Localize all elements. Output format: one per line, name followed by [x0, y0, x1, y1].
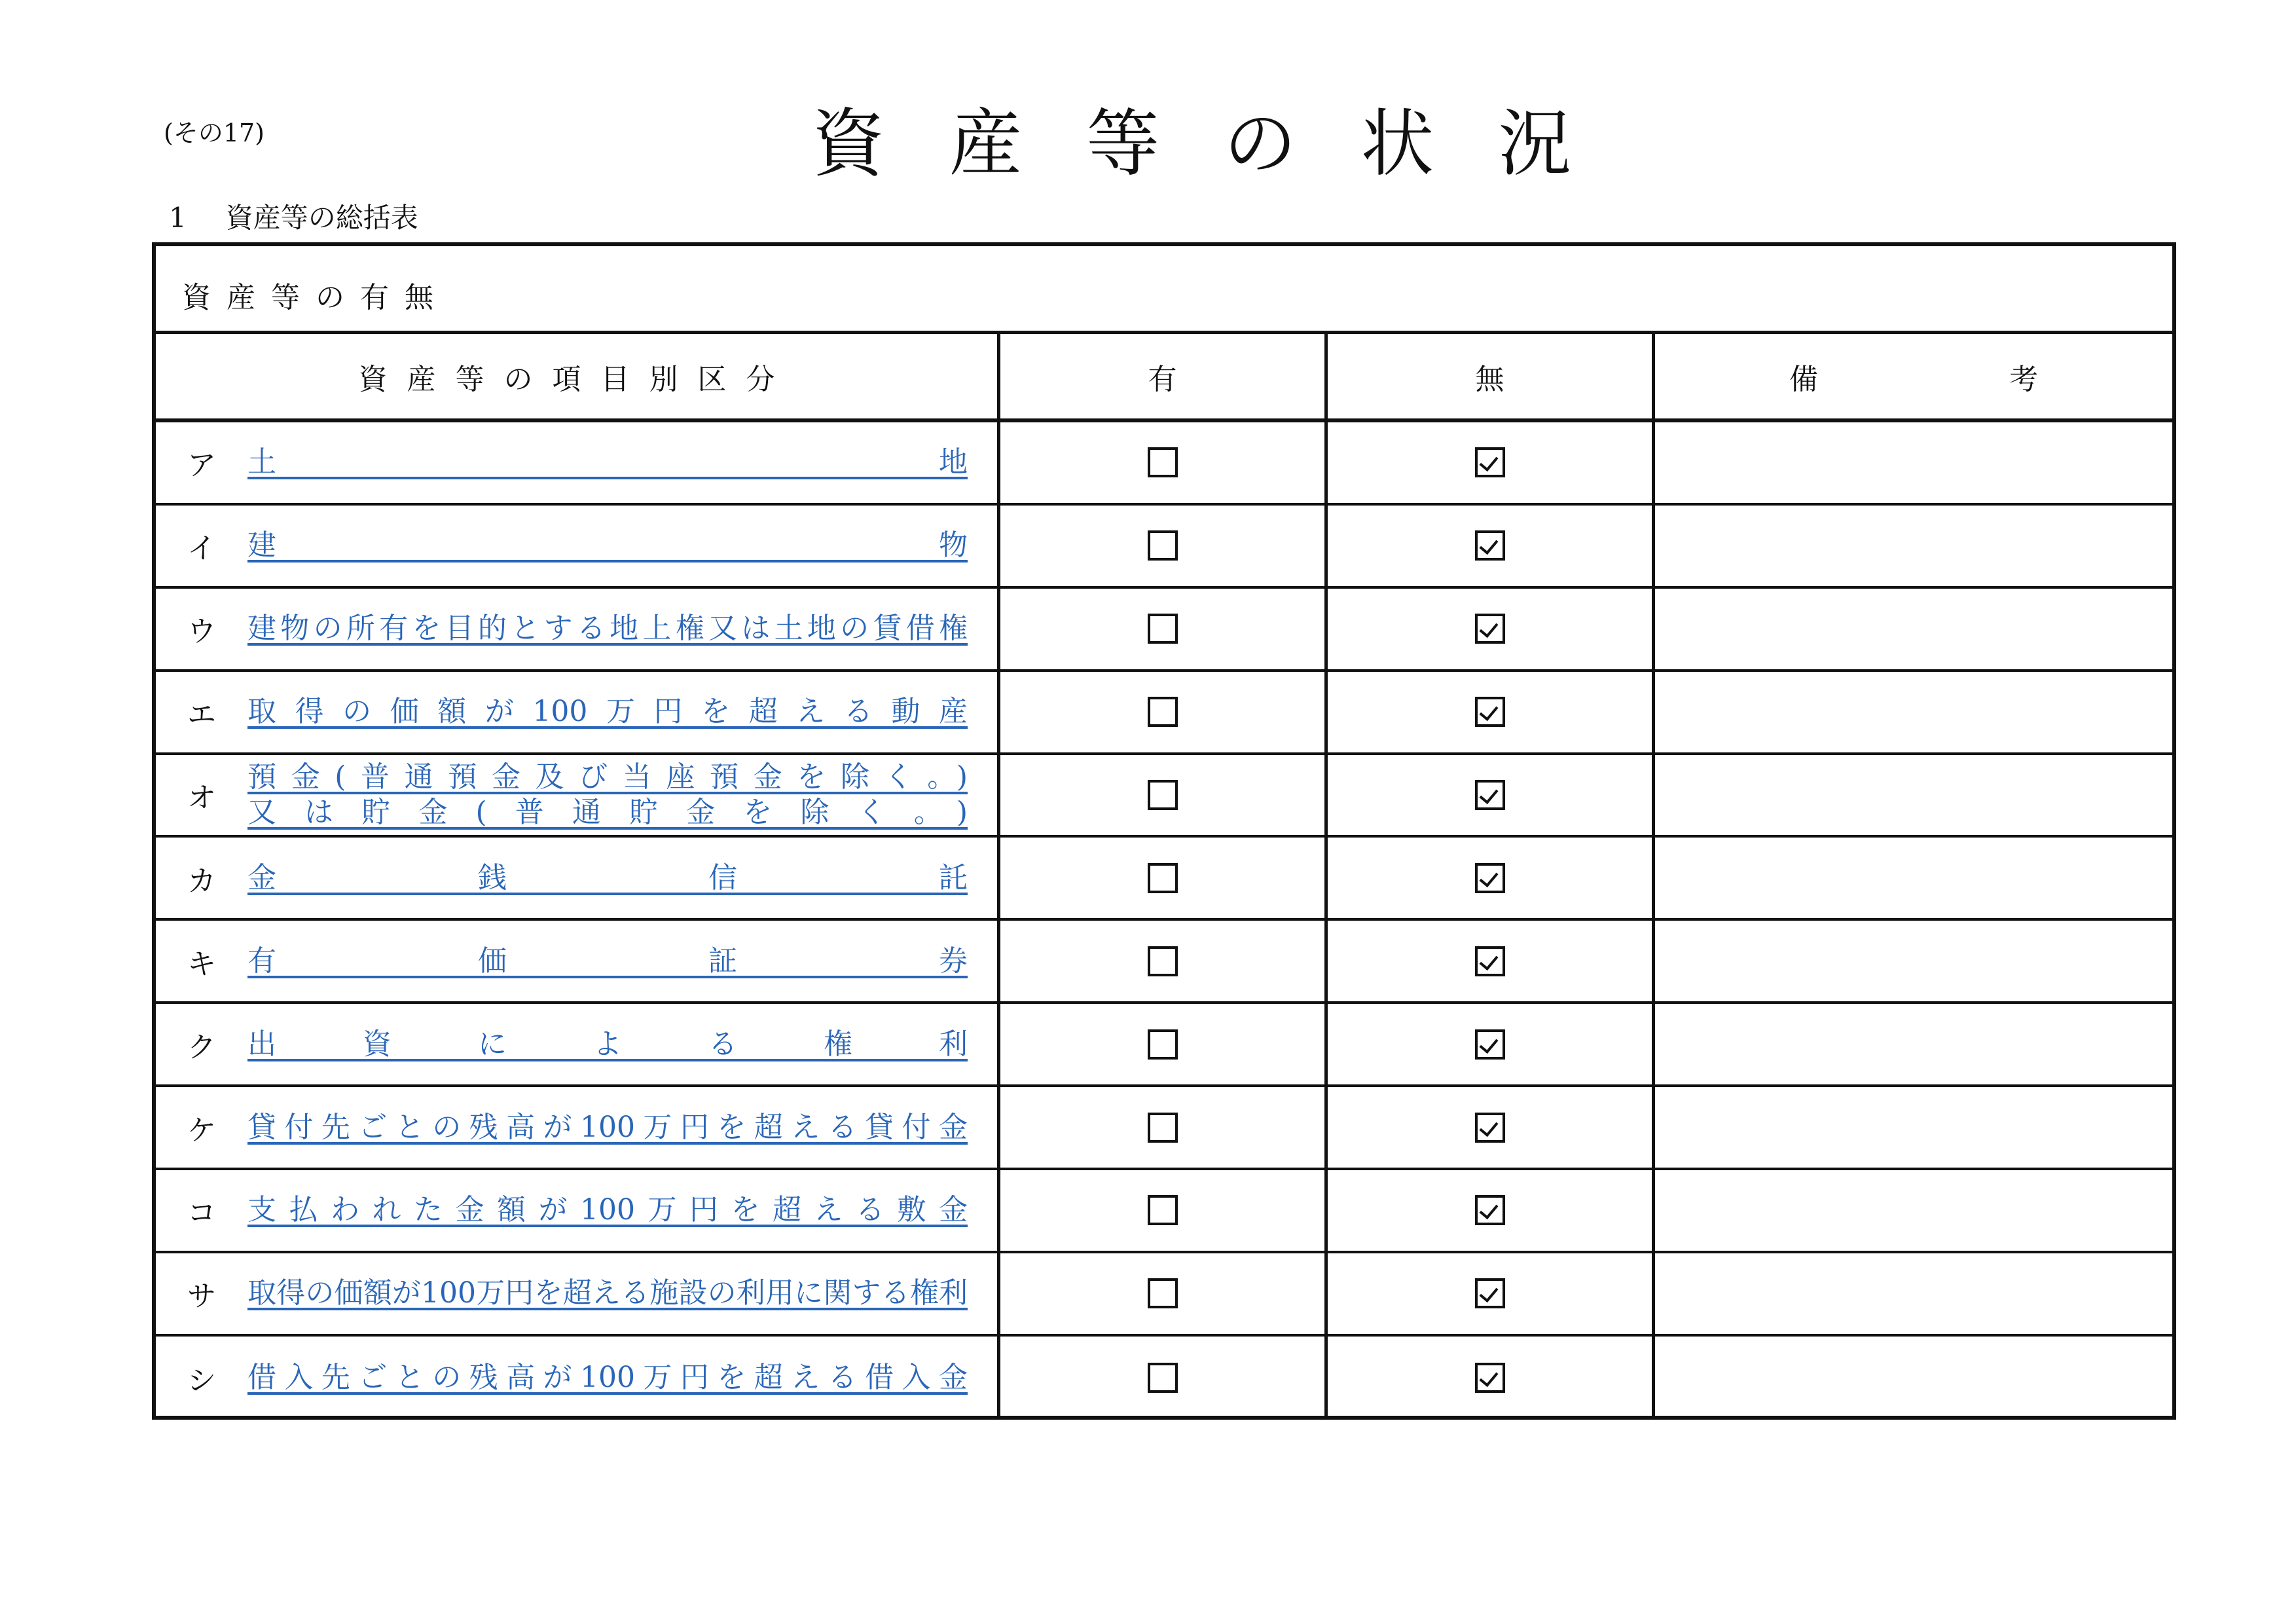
- remarks-cell[interactable]: [1655, 1337, 2172, 1420]
- page-number-label: (その17): [164, 119, 265, 147]
- no-cell: [1328, 1087, 1655, 1168]
- checked-checkbox-no[interactable]: [1475, 780, 1505, 810]
- table-row: [156, 1337, 2172, 1420]
- item-cell: [156, 1004, 1000, 1084]
- item-cell: [156, 755, 1000, 836]
- unchecked-checkbox-yes[interactable]: [1148, 1363, 1178, 1393]
- checked-checkbox-no[interactable]: [1475, 1363, 1505, 1393]
- remarks-cell[interactable]: [1655, 589, 2172, 669]
- item-label[interactable]: 金銭信託: [247, 860, 968, 895]
- table-row: [156, 1087, 2172, 1170]
- yes-cell: [1000, 838, 1328, 918]
- item-label[interactable]: 預金(普通預金及び当座預金を除く。): [247, 760, 968, 794]
- unchecked-checkbox-yes[interactable]: [1148, 780, 1178, 810]
- page-title: [812, 85, 1571, 191]
- item-label[interactable]: 貸付先ごとの残高が100万円を超える貸付金: [247, 1110, 968, 1144]
- no-cell: [1328, 506, 1655, 586]
- item-label[interactable]: 借入先ごとの残高が100万円を超える借入金: [247, 1361, 968, 1395]
- yes-cell: [1000, 672, 1328, 752]
- no-cell: [1328, 672, 1655, 752]
- yes-cell: [1000, 506, 1328, 586]
- title-char: 産: [949, 101, 1023, 187]
- remarks-cell[interactable]: [1655, 1004, 2172, 1084]
- item-letter: イ: [187, 532, 216, 566]
- item-letter: ケ: [187, 1113, 216, 1147]
- checked-checkbox-no[interactable]: [1475, 1195, 1505, 1225]
- checked-checkbox-no[interactable]: [1475, 1113, 1505, 1143]
- column-header-no: 無: [1328, 334, 1655, 418]
- remarks-cell[interactable]: [1655, 1087, 2172, 1168]
- item-letter: ク: [187, 1030, 216, 1064]
- checked-checkbox-no[interactable]: [1475, 530, 1505, 561]
- item-cell: [156, 1253, 1000, 1334]
- asset-summary-table: [152, 242, 2176, 1420]
- item-letter: エ: [187, 698, 216, 732]
- item-label[interactable]: 取得の価額が100万円を超える施設の利用に関する権利: [247, 1276, 968, 1310]
- unchecked-checkbox-yes[interactable]: [1148, 1195, 1178, 1225]
- item-cell: [156, 589, 1000, 669]
- checked-checkbox-no[interactable]: [1475, 1029, 1505, 1060]
- checked-checkbox-no[interactable]: [1475, 447, 1505, 477]
- unchecked-checkbox-yes[interactable]: [1148, 614, 1178, 644]
- item-label-group: [247, 1192, 968, 1228]
- remarks-cell[interactable]: [1655, 921, 2172, 1001]
- item-label-group: [247, 1026, 968, 1063]
- no-cell: [1328, 1337, 1655, 1420]
- yes-cell: [1000, 1170, 1328, 1251]
- remarks-cell[interactable]: [1655, 672, 2172, 752]
- table-row: [156, 1170, 2172, 1253]
- table-head-text: 資産等の有無: [182, 281, 449, 314]
- item-letter: コ: [187, 1196, 216, 1230]
- checked-checkbox-no[interactable]: [1475, 863, 1505, 893]
- item-label-group: [247, 527, 968, 564]
- unchecked-checkbox-yes[interactable]: [1148, 1113, 1178, 1143]
- item-label-group: [247, 860, 968, 896]
- remarks-char: 備: [1789, 362, 1818, 396]
- item-letter: シ: [187, 1364, 216, 1398]
- item-label-group: [247, 943, 968, 980]
- item-label[interactable]: 有価証券: [247, 944, 968, 978]
- item-label-group: [247, 610, 968, 647]
- no-cell: [1328, 422, 1655, 503]
- item-label[interactable]: 土地: [247, 445, 968, 479]
- item-letter: ウ: [187, 615, 216, 649]
- unchecked-checkbox-yes[interactable]: [1148, 697, 1178, 727]
- checked-checkbox-no[interactable]: [1475, 614, 1505, 644]
- column-header-yes: 有: [1000, 334, 1328, 418]
- column-header-row: [156, 334, 2172, 422]
- unchecked-checkbox-yes[interactable]: [1148, 1278, 1178, 1308]
- checked-checkbox-no[interactable]: [1475, 697, 1505, 727]
- item-cell: [156, 1170, 1000, 1251]
- item-letter: キ: [187, 947, 216, 981]
- table-row: [156, 921, 2172, 1004]
- item-label-group: [247, 1359, 968, 1396]
- remarks-cell[interactable]: [1655, 1253, 2172, 1334]
- remarks-cell[interactable]: [1655, 755, 2172, 836]
- item-label[interactable]: 支払われた金額が100万円を超える敷金: [247, 1193, 968, 1227]
- item-cell: [156, 1087, 1000, 1168]
- yes-cell: [1000, 1087, 1328, 1168]
- unchecked-checkbox-yes[interactable]: [1148, 946, 1178, 976]
- yes-cell: [1000, 1253, 1328, 1334]
- item-letter: カ: [187, 864, 216, 898]
- remarks-cell[interactable]: [1655, 506, 2172, 586]
- item-label-group: [247, 1109, 968, 1146]
- section-heading: [169, 196, 418, 236]
- table-row: [156, 589, 2172, 672]
- item-cell: [156, 506, 1000, 586]
- yes-cell: [1000, 422, 1328, 503]
- title-char: 等: [1086, 101, 1160, 187]
- table-body: [156, 422, 2172, 1416]
- no-cell: [1328, 1004, 1655, 1084]
- table-row: [156, 1253, 2172, 1337]
- yes-cell: [1000, 755, 1328, 836]
- remarks-char: 考: [2009, 362, 2038, 396]
- title-char: 状: [1360, 101, 1434, 187]
- item-cell: [156, 422, 1000, 503]
- yes-cell: [1000, 1337, 1328, 1420]
- item-cell: [156, 672, 1000, 752]
- remarks-cell[interactable]: [1655, 422, 2172, 503]
- remarks-cell[interactable]: [1655, 1170, 2172, 1251]
- table-row: [156, 422, 2172, 506]
- unchecked-checkbox-yes[interactable]: [1148, 1029, 1178, 1060]
- remarks-cell[interactable]: [1655, 838, 2172, 918]
- no-cell: [1328, 755, 1655, 836]
- section-number: 1: [169, 202, 187, 234]
- title-char: 況: [1497, 101, 1571, 187]
- item-label[interactable]: 建物の所有を目的とする地上権又は土地の賃借権: [247, 612, 968, 646]
- item-cell: [156, 921, 1000, 1001]
- item-letter: ア: [187, 449, 216, 483]
- table-row: [156, 1004, 2172, 1087]
- item-label-line2[interactable]: 又は貯金(普通貯金を除く。): [247, 796, 968, 829]
- item-letter: サ: [187, 1280, 216, 1314]
- table-head-row: [156, 246, 2172, 334]
- column-header-item: 資産等の項目別区分: [156, 334, 1000, 418]
- item-label-group: [247, 444, 968, 481]
- item-label[interactable]: 出資による権利: [247, 1027, 968, 1061]
- no-cell: [1328, 1170, 1655, 1251]
- item-letter: オ: [187, 781, 216, 815]
- section-title: 資産等の総括表: [225, 202, 418, 234]
- table-row: [156, 755, 2172, 838]
- item-label-group: [247, 693, 968, 730]
- checked-checkbox-no[interactable]: [1475, 946, 1505, 976]
- unchecked-checkbox-yes[interactable]: [1148, 863, 1178, 893]
- item-label-group: [247, 760, 968, 830]
- item-label[interactable]: 建物: [247, 528, 968, 563]
- column-header-remarks: [1655, 334, 2172, 418]
- yes-cell: [1000, 589, 1328, 669]
- no-cell: [1328, 921, 1655, 1001]
- yes-cell: [1000, 1004, 1328, 1084]
- table-row: [156, 672, 2172, 755]
- yes-cell: [1000, 921, 1328, 1001]
- table-row: [156, 838, 2172, 921]
- no-cell: [1328, 589, 1655, 669]
- checked-checkbox-no[interactable]: [1475, 1278, 1505, 1308]
- item-cell: [156, 1337, 1000, 1420]
- title-char: 資: [812, 101, 885, 187]
- item-label-group: [247, 1275, 968, 1312]
- table-row: [156, 506, 2172, 589]
- title-char: の: [1223, 101, 1297, 187]
- item-cell: [156, 838, 1000, 918]
- item-label[interactable]: 取得の価額が100万円を超える動産: [247, 695, 968, 729]
- no-cell: [1328, 1253, 1655, 1334]
- no-cell: [1328, 838, 1655, 918]
- unchecked-checkbox-yes[interactable]: [1148, 447, 1178, 477]
- unchecked-checkbox-yes[interactable]: [1148, 530, 1178, 561]
